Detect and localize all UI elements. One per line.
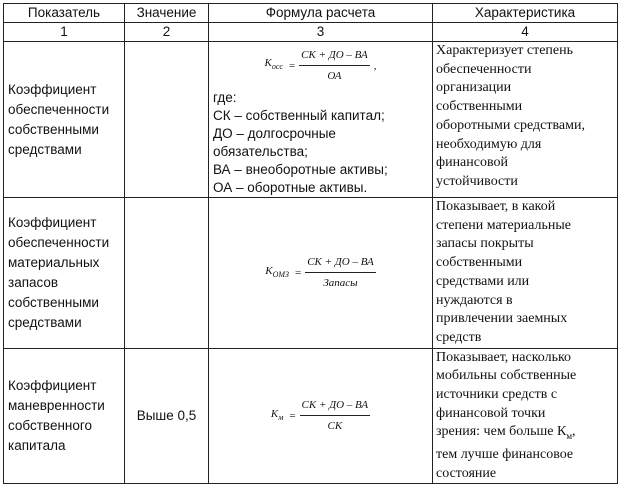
- indicator-name-line: собственного: [8, 417, 93, 433]
- characteristic-line: мобильны собственные: [436, 368, 577, 384]
- header-indicator: Показатель: [4, 4, 125, 23]
- indicator-name-line: средствами: [8, 314, 82, 330]
- coefficient-symbol: $К_{ОМЗ}$: [265, 264, 289, 279]
- coefficient-symbol: $К_м$: [270, 407, 284, 423]
- characteristic-line: устойчивости: [436, 173, 518, 189]
- formula-cell: [209, 42, 433, 198]
- table-row: [4, 42, 618, 198]
- indicator-name-line: маневренности: [8, 397, 105, 413]
- characteristic-line: Показывает, в какой: [436, 199, 556, 214]
- indicator-name-line: материальных: [8, 254, 100, 270]
- indicator-name-line: обеспеченности: [8, 234, 110, 250]
- indicator-name-cell: [4, 198, 125, 349]
- definition-line: где:: [213, 90, 237, 105]
- indicator-value-cell: Выше 0,5: [125, 348, 209, 484]
- formula-expression: [213, 46, 428, 85]
- formula-denominator: ОА: [327, 70, 342, 82]
- characteristic-cell: [433, 198, 618, 349]
- formula-fraction: [300, 396, 371, 435]
- header-characteristic: Характеристика: [433, 4, 618, 23]
- indicator-name-cell: [4, 42, 125, 198]
- formula-fraction: [299, 46, 370, 85]
- header-row: [4, 4, 618, 23]
- formula-cell: [209, 198, 433, 349]
- characteristic-line: средств: [436, 329, 482, 345]
- column-number-2: 2: [125, 23, 209, 42]
- indicator-name-cell: [4, 348, 125, 484]
- formula-expression: [213, 253, 428, 292]
- definition-line: СК – собственный капитал;: [213, 108, 385, 123]
- characteristic-line: организации: [436, 80, 512, 96]
- indicator-value-cell: [125, 42, 209, 198]
- characteristic-line: собственными: [436, 99, 523, 115]
- characteristic-line: тем лучше финансовое: [436, 446, 574, 462]
- header-value: Значение: [125, 4, 209, 23]
- characteristic-line: состояние: [436, 465, 497, 481]
- definition-line: ОА – оборотные активы.: [213, 180, 368, 195]
- characteristic-subscript: м: [566, 431, 573, 442]
- characteristic-line: финансовой: [436, 155, 508, 171]
- formula-cell: [209, 348, 433, 484]
- indicator-name-line: собственными: [8, 294, 99, 310]
- characteristic-line: оборотными средствами,: [436, 117, 585, 133]
- characteristic-line: запасы покрыты: [436, 236, 534, 252]
- indicator-name-line: капитала: [8, 437, 66, 453]
- formula-denominator: Запасы: [323, 277, 358, 290]
- table-row: [4, 348, 618, 484]
- characteristic-line: степени материальные: [436, 217, 571, 233]
- indicator-name-line: обеспеченности: [8, 101, 110, 117]
- indicator-name-line: Коэффициент: [8, 214, 97, 230]
- indicator-value-cell: [125, 198, 209, 349]
- characteristic-line: источники средств с: [436, 387, 558, 403]
- indicator-name-line: Коэффициент: [8, 81, 97, 97]
- equals-sign: =: [289, 409, 296, 422]
- header-formula: Формула расчета: [209, 4, 433, 23]
- characteristic-cell: [433, 348, 618, 484]
- characteristic-line: средствами или: [436, 273, 530, 289]
- characteristic-line: привлечении заемных: [436, 311, 568, 327]
- indicator-name-line: Коэффициент: [8, 377, 97, 393]
- characteristic-line: Характеризует степень: [436, 43, 573, 58]
- formula-numerator: СК + ДО – ВА: [300, 396, 371, 416]
- column-number-4: 4: [433, 23, 618, 42]
- definition-line: ДО – долгосрочные: [213, 126, 336, 141]
- formula-expression: [213, 396, 428, 435]
- characteristic-line: финансовой точки: [436, 405, 546, 421]
- characteristic-line: собственными: [436, 255, 523, 271]
- column-number-3: 3: [209, 23, 433, 42]
- indicators-table: [3, 3, 618, 484]
- characteristic-cell: [433, 42, 618, 198]
- characteristic-line: Показывает, насколько: [436, 349, 572, 365]
- indicator-name-line: собственными: [8, 121, 99, 137]
- document-table-wrapper: [3, 3, 618, 484]
- definition-line: ВА – внеоборотные активы;: [213, 162, 388, 177]
- formula-numerator: СК + ДО – ВА: [305, 253, 376, 273]
- formula-comma: ,: [373, 59, 377, 72]
- coefficient-symbol: $К_{осс}$: [264, 57, 283, 72]
- table-row: [4, 198, 618, 349]
- equals-sign: =: [294, 266, 302, 279]
- characteristic-line: обеспеченности: [436, 61, 532, 77]
- formula-numerator: СК + ДО – ВА: [299, 46, 370, 66]
- definition-line: обязательства;: [213, 144, 308, 159]
- column-number-1: 1: [4, 23, 125, 42]
- formula-definitions: [213, 89, 428, 197]
- characteristic-line: нуждаются в: [436, 292, 513, 308]
- formula-denominator: СК: [327, 420, 343, 433]
- indicator-name-line: средствами: [8, 141, 82, 157]
- column-number-row: [4, 23, 618, 42]
- formula-fraction: [305, 253, 376, 292]
- indicator-name-line: запасов: [8, 274, 59, 290]
- characteristic-line: зрения: чем больше $К_м$,: [436, 424, 576, 442]
- characteristic-line: необходимую для: [436, 136, 542, 152]
- equals-sign: =: [288, 59, 296, 72]
